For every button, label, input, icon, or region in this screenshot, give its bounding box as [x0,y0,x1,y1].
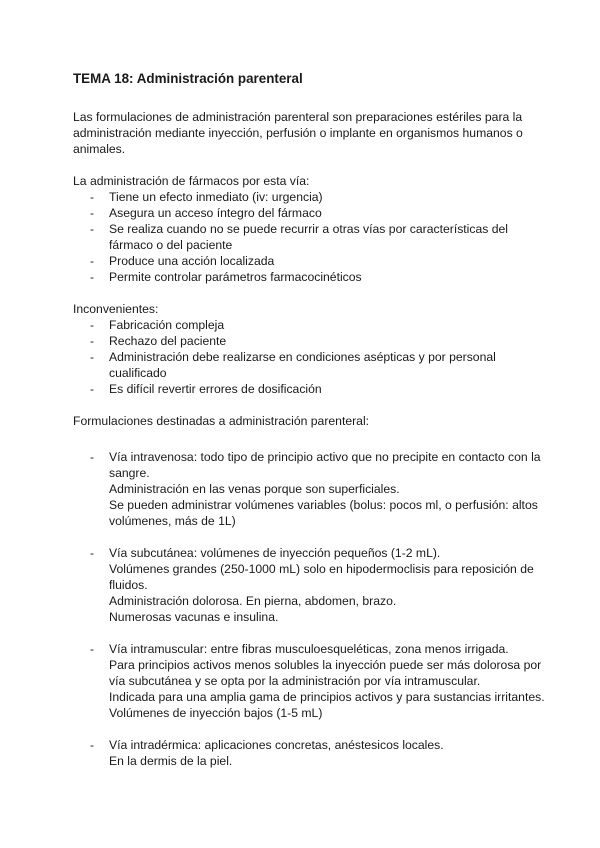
dash-bullet: - [90,254,95,268]
dash-bullet: - [90,382,95,396]
formulation-item-subcutanea: - Vía subcutánea: volúmenes de inyección pequeños (1-2 mL). Volúmenes grandes (250-1000 mL) solo en hipodermoclisis para reposición de fluidos. Administración dolorosa. En pierna, abdomen, brazo. Numerosas vacunas e insulina. [90,546,534,624]
page-title: TEMA 18: Administración parenteral [73,71,303,86]
inconvenientes-list [73,317,550,397]
formulaciones-list [73,449,550,769]
via-list [73,189,550,285]
list-item: - Tiene un efecto inmediato (iv: urgencia) [90,190,323,204]
dash-bullet: - [90,270,95,284]
list-item: - Es difícil revertir errores de dosificación [90,382,322,396]
dash-bullet: - [90,206,95,220]
via-heading: La administración de fármacos por esta vía: [73,174,310,188]
dash-bullet: - [90,190,95,204]
dash-bullet: - [90,642,95,656]
dash-bullet: - [90,222,95,236]
list-item: - Rechazo del paciente [90,334,227,348]
dash-bullet: - [90,738,95,752]
list-item: - Produce una acción localizada [90,254,275,268]
list-item: - Permite controlar parámetros farmacocinéticos [90,270,362,284]
inconvenientes-heading: Inconvenientes: [73,302,159,316]
intro-paragraph: Las formulaciones de administración parenteral son preparaciones estériles para la administración mediante inyección, perfusión o implante en organismos humanos o animales. [73,110,523,156]
formulation-item-intravenosa: - Vía intravenosa: todo tipo de principio activo que no precipite en contacto con la sangre. Administración en las venas porque son superficiales. Se pueden administrar volúmenes variables (bolus: pocos ml, o perfusión: altos volúmenes, más de 1L) [90,450,541,528]
list-item: - Fabricación compleja [90,318,225,332]
dash-bullet: - [90,450,95,464]
formulation-item-intradermica: - Vía intradérmica: aplicaciones concretas, anéstesicos locales. En la dermis de la piel. [90,738,444,768]
list-item: - Administración debe realizarse en condiciones asépticas y por personal cualificado [90,350,496,380]
formulation-item-intramuscular: - Vía intramuscular: entre fibras musculoesqueléticas, zona menos irrigada. Para principios activos menos solubles la inyección puede ser más dolorosa por vía subcutánea y se opta por la administración por vía intramuscular. Indicada para una amplia gama de principios activos y para sustancias irritantes. Volúmenes de inyección bajos (1-5 mL) [90,642,545,720]
dash-bullet: - [90,546,95,560]
list-item: - Asegura un acceso íntegro del fármaco [90,206,322,220]
formulaciones-heading: Formulaciones destinadas a administración parenteral: [73,414,370,428]
list-item: - Se realiza cuando no se puede recurrir a otras vías por características del fármaco o del paciente [90,222,509,252]
dash-bullet: - [90,318,95,332]
dash-bullet: - [90,334,95,348]
dash-bullet: - [90,350,95,364]
